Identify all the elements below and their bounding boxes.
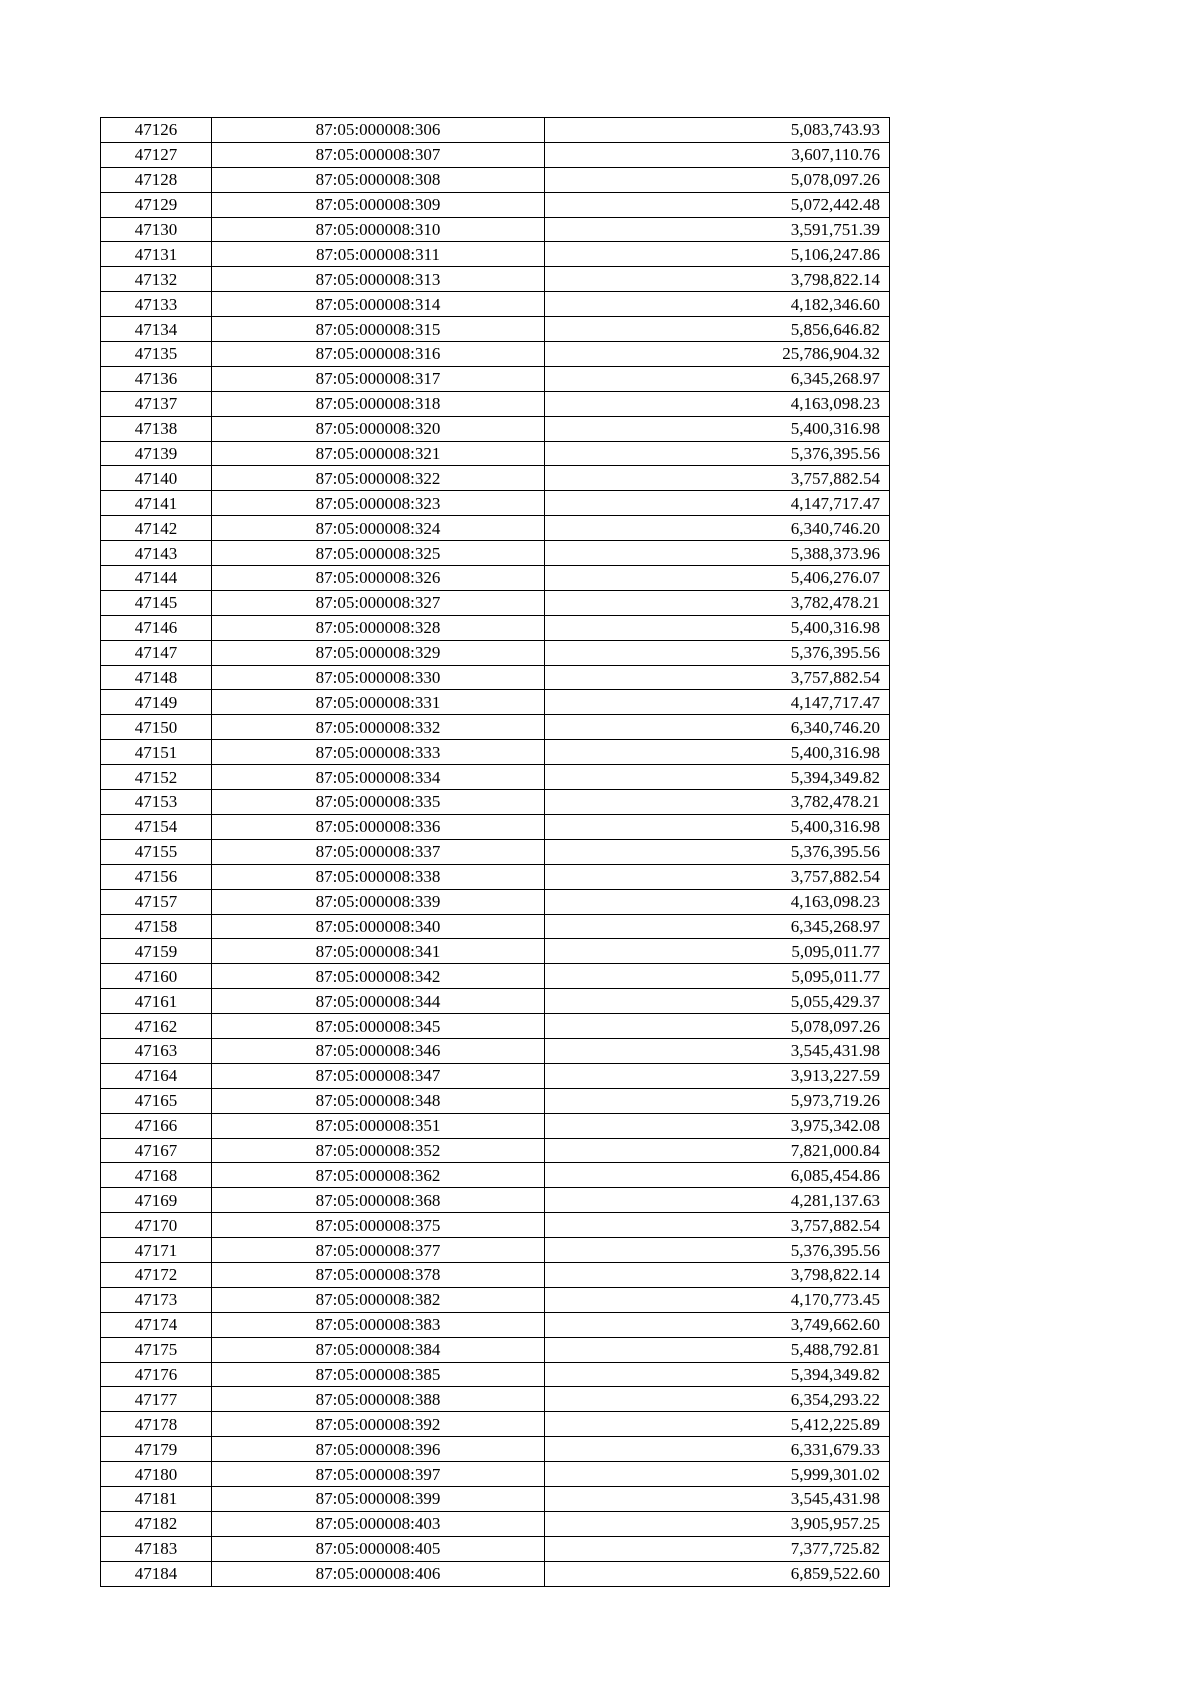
row-number-cell: 47157 bbox=[101, 889, 212, 914]
row-number-cell: 47140 bbox=[101, 466, 212, 491]
cadastral-number-cell: 87:05:000008:384 bbox=[212, 1337, 545, 1362]
cadastral-number-cell: 87:05:000008:320 bbox=[212, 416, 545, 441]
cadastral-number-cell: 87:05:000008:362 bbox=[212, 1163, 545, 1188]
table-row bbox=[101, 964, 890, 989]
table-row bbox=[101, 416, 890, 441]
cadastral-number-cell: 87:05:000008:403 bbox=[212, 1511, 545, 1536]
row-number-cell: 47162 bbox=[101, 1014, 212, 1039]
cadastral-number-cell: 87:05:000008:337 bbox=[212, 839, 545, 864]
table-row bbox=[101, 466, 890, 491]
row-number-cell: 47166 bbox=[101, 1113, 212, 1138]
cadastral-number-cell: 87:05:000008:323 bbox=[212, 491, 545, 516]
table-row bbox=[101, 1188, 890, 1213]
row-number-cell: 47156 bbox=[101, 864, 212, 889]
row-number-cell: 47144 bbox=[101, 566, 212, 591]
table-row bbox=[101, 1262, 890, 1287]
value-cell: 5,078,097.26 bbox=[545, 1014, 890, 1039]
value-cell: 3,757,882.54 bbox=[545, 466, 890, 491]
row-number-cell: 47137 bbox=[101, 391, 212, 416]
cadastral-number-cell: 87:05:000008:325 bbox=[212, 541, 545, 566]
cadastral-number-cell: 87:05:000008:308 bbox=[212, 167, 545, 192]
table-row bbox=[101, 740, 890, 765]
value-cell: 5,400,316.98 bbox=[545, 615, 890, 640]
row-number-cell: 47163 bbox=[101, 1038, 212, 1063]
row-number-cell: 47126 bbox=[101, 118, 212, 143]
value-cell: 5,406,276.07 bbox=[545, 566, 890, 591]
cadastral-number-cell: 87:05:000008:307 bbox=[212, 142, 545, 167]
row-number-cell: 47184 bbox=[101, 1561, 212, 1586]
row-number-cell: 47154 bbox=[101, 814, 212, 839]
row-number-cell: 47183 bbox=[101, 1536, 212, 1561]
value-cell: 5,394,349.82 bbox=[545, 765, 890, 790]
row-number-cell: 47161 bbox=[101, 989, 212, 1014]
table-row bbox=[101, 541, 890, 566]
row-number-cell: 47170 bbox=[101, 1213, 212, 1238]
cadastral-number-cell: 87:05:000008:322 bbox=[212, 466, 545, 491]
cadastral-number-cell: 87:05:000008:311 bbox=[212, 242, 545, 267]
value-cell: 6,340,746.20 bbox=[545, 516, 890, 541]
table-row bbox=[101, 790, 890, 815]
value-cell: 5,400,316.98 bbox=[545, 416, 890, 441]
table-row bbox=[101, 516, 890, 541]
table-row bbox=[101, 118, 890, 143]
cadastral-number-cell: 87:05:000008:340 bbox=[212, 914, 545, 939]
row-number-cell: 47151 bbox=[101, 740, 212, 765]
row-number-cell: 47128 bbox=[101, 167, 212, 192]
cadastral-number-cell: 87:05:000008:321 bbox=[212, 441, 545, 466]
row-number-cell: 47135 bbox=[101, 342, 212, 367]
table-row bbox=[101, 342, 890, 367]
cadastral-number-cell: 87:05:000008:348 bbox=[212, 1088, 545, 1113]
value-cell: 3,782,478.21 bbox=[545, 790, 890, 815]
row-number-cell: 47147 bbox=[101, 640, 212, 665]
table-row bbox=[101, 292, 890, 317]
row-number-cell: 47145 bbox=[101, 590, 212, 615]
table-row bbox=[101, 839, 890, 864]
cadastral-number-cell: 87:05:000008:324 bbox=[212, 516, 545, 541]
value-cell: 4,163,098.23 bbox=[545, 391, 890, 416]
value-cell: 5,412,225.89 bbox=[545, 1412, 890, 1437]
row-number-cell: 47177 bbox=[101, 1387, 212, 1412]
value-cell: 3,545,431.98 bbox=[545, 1038, 890, 1063]
row-number-cell: 47148 bbox=[101, 665, 212, 690]
table-row bbox=[101, 690, 890, 715]
cadastral-number-cell: 87:05:000008:377 bbox=[212, 1238, 545, 1263]
value-cell: 3,798,822.14 bbox=[545, 267, 890, 292]
table-row bbox=[101, 864, 890, 889]
table-row bbox=[101, 1287, 890, 1312]
row-number-cell: 47181 bbox=[101, 1486, 212, 1511]
value-cell: 4,281,137.63 bbox=[545, 1188, 890, 1213]
row-number-cell: 47172 bbox=[101, 1262, 212, 1287]
cadastral-number-cell: 87:05:000008:342 bbox=[212, 964, 545, 989]
table-row bbox=[101, 441, 890, 466]
table-row bbox=[101, 1113, 890, 1138]
cadastral-number-cell: 87:05:000008:341 bbox=[212, 939, 545, 964]
table-row bbox=[101, 1014, 890, 1039]
table-row bbox=[101, 491, 890, 516]
row-number-cell: 47131 bbox=[101, 242, 212, 267]
cadastral-number-cell: 87:05:000008:336 bbox=[212, 814, 545, 839]
table-row bbox=[101, 1312, 890, 1337]
value-cell: 3,975,342.08 bbox=[545, 1113, 890, 1138]
value-cell: 6,340,746.20 bbox=[545, 715, 890, 740]
row-number-cell: 47129 bbox=[101, 192, 212, 217]
value-cell: 5,095,011.77 bbox=[545, 939, 890, 964]
cadastral-number-cell: 87:05:000008:392 bbox=[212, 1412, 545, 1437]
value-cell: 6,345,268.97 bbox=[545, 366, 890, 391]
value-cell: 5,376,395.56 bbox=[545, 441, 890, 466]
table-row bbox=[101, 1163, 890, 1188]
cadastral-number-cell: 87:05:000008:310 bbox=[212, 217, 545, 242]
row-number-cell: 47168 bbox=[101, 1163, 212, 1188]
row-number-cell: 47158 bbox=[101, 914, 212, 939]
table-row bbox=[101, 1462, 890, 1487]
value-cell: 6,354,293.22 bbox=[545, 1387, 890, 1412]
table-row bbox=[101, 366, 890, 391]
value-cell: 5,078,097.26 bbox=[545, 167, 890, 192]
table-row bbox=[101, 590, 890, 615]
value-cell: 3,798,822.14 bbox=[545, 1262, 890, 1287]
row-number-cell: 47176 bbox=[101, 1362, 212, 1387]
cadastral-number-cell: 87:05:000008:313 bbox=[212, 267, 545, 292]
row-number-cell: 47130 bbox=[101, 217, 212, 242]
table-row bbox=[101, 1511, 890, 1536]
value-cell: 3,782,478.21 bbox=[545, 590, 890, 615]
row-number-cell: 47138 bbox=[101, 416, 212, 441]
table-row bbox=[101, 1561, 890, 1586]
value-cell: 6,331,679.33 bbox=[545, 1437, 890, 1462]
cadastral-number-cell: 87:05:000008:318 bbox=[212, 391, 545, 416]
value-cell: 5,856,646.82 bbox=[545, 317, 890, 342]
value-cell: 5,488,792.81 bbox=[545, 1337, 890, 1362]
cadastral-number-cell: 87:05:000008:346 bbox=[212, 1038, 545, 1063]
table-row bbox=[101, 1238, 890, 1263]
value-cell: 3,749,662.60 bbox=[545, 1312, 890, 1337]
table-row bbox=[101, 142, 890, 167]
cadastral-number-cell: 87:05:000008:326 bbox=[212, 566, 545, 591]
value-cell: 5,400,316.98 bbox=[545, 814, 890, 839]
row-number-cell: 47165 bbox=[101, 1088, 212, 1113]
value-cell: 5,388,373.96 bbox=[545, 541, 890, 566]
table-row bbox=[101, 1536, 890, 1561]
value-cell: 3,757,882.54 bbox=[545, 864, 890, 889]
table-row bbox=[101, 715, 890, 740]
cadastral-number-cell: 87:05:000008:396 bbox=[212, 1437, 545, 1462]
cadastral-number-cell: 87:05:000008:397 bbox=[212, 1462, 545, 1487]
cadastral-number-cell: 87:05:000008:333 bbox=[212, 740, 545, 765]
row-number-cell: 47173 bbox=[101, 1287, 212, 1312]
row-number-cell: 47155 bbox=[101, 839, 212, 864]
row-number-cell: 47175 bbox=[101, 1337, 212, 1362]
value-cell: 6,085,454.86 bbox=[545, 1163, 890, 1188]
table-row bbox=[101, 242, 890, 267]
table-row bbox=[101, 1486, 890, 1511]
row-number-cell: 47169 bbox=[101, 1188, 212, 1213]
row-number-cell: 47143 bbox=[101, 541, 212, 566]
value-cell: 5,394,349.82 bbox=[545, 1362, 890, 1387]
cadastral-number-cell: 87:05:000008:399 bbox=[212, 1486, 545, 1511]
value-cell: 4,182,346.60 bbox=[545, 292, 890, 317]
row-number-cell: 47160 bbox=[101, 964, 212, 989]
value-cell: 5,055,429.37 bbox=[545, 989, 890, 1014]
table-row bbox=[101, 989, 890, 1014]
value-cell: 3,591,751.39 bbox=[545, 217, 890, 242]
table-row bbox=[101, 267, 890, 292]
table-row bbox=[101, 1138, 890, 1163]
row-number-cell: 47149 bbox=[101, 690, 212, 715]
cadastral-number-cell: 87:05:000008:382 bbox=[212, 1287, 545, 1312]
table-row bbox=[101, 192, 890, 217]
row-number-cell: 47136 bbox=[101, 366, 212, 391]
value-cell: 5,106,247.86 bbox=[545, 242, 890, 267]
table-row bbox=[101, 1362, 890, 1387]
value-cell: 5,376,395.56 bbox=[545, 1238, 890, 1263]
value-cell: 5,072,442.48 bbox=[545, 192, 890, 217]
cadastral-number-cell: 87:05:000008:385 bbox=[212, 1362, 545, 1387]
row-number-cell: 47133 bbox=[101, 292, 212, 317]
table-row bbox=[101, 640, 890, 665]
cadastral-number-cell: 87:05:000008:317 bbox=[212, 366, 545, 391]
row-number-cell: 47179 bbox=[101, 1437, 212, 1462]
cadastral-number-cell: 87:05:000008:331 bbox=[212, 690, 545, 715]
table-row bbox=[101, 1412, 890, 1437]
cadastral-number-cell: 87:05:000008:327 bbox=[212, 590, 545, 615]
value-cell: 4,147,717.47 bbox=[545, 690, 890, 715]
value-cell: 4,163,098.23 bbox=[545, 889, 890, 914]
table-row bbox=[101, 317, 890, 342]
row-number-cell: 47150 bbox=[101, 715, 212, 740]
cadastral-number-cell: 87:05:000008:309 bbox=[212, 192, 545, 217]
value-cell: 25,786,904.32 bbox=[545, 342, 890, 367]
table-row bbox=[101, 167, 890, 192]
value-cell: 5,095,011.77 bbox=[545, 964, 890, 989]
table-row bbox=[101, 1437, 890, 1462]
cadastral-number-cell: 87:05:000008:375 bbox=[212, 1213, 545, 1238]
row-number-cell: 47134 bbox=[101, 317, 212, 342]
cadastral-number-cell: 87:05:000008:383 bbox=[212, 1312, 545, 1337]
value-cell: 7,377,725.82 bbox=[545, 1536, 890, 1561]
cadastral-number-cell: 87:05:000008:338 bbox=[212, 864, 545, 889]
cadastral-number-cell: 87:05:000008:351 bbox=[212, 1113, 545, 1138]
row-number-cell: 47182 bbox=[101, 1511, 212, 1536]
value-cell: 3,607,110.76 bbox=[545, 142, 890, 167]
table-row bbox=[101, 914, 890, 939]
value-cell: 3,905,957.25 bbox=[545, 1511, 890, 1536]
table-row bbox=[101, 1213, 890, 1238]
row-number-cell: 47127 bbox=[101, 142, 212, 167]
row-number-cell: 47153 bbox=[101, 790, 212, 815]
value-cell: 6,859,522.60 bbox=[545, 1561, 890, 1586]
value-cell: 3,757,882.54 bbox=[545, 1213, 890, 1238]
cadastral-number-cell: 87:05:000008:334 bbox=[212, 765, 545, 790]
table-body bbox=[101, 118, 890, 1587]
table-row bbox=[101, 615, 890, 640]
table-row bbox=[101, 566, 890, 591]
table-row bbox=[101, 939, 890, 964]
cadastral-number-cell: 87:05:000008:330 bbox=[212, 665, 545, 690]
cadastral-number-cell: 87:05:000008:352 bbox=[212, 1138, 545, 1163]
row-number-cell: 47171 bbox=[101, 1238, 212, 1263]
value-cell: 5,973,719.26 bbox=[545, 1088, 890, 1113]
row-number-cell: 47167 bbox=[101, 1138, 212, 1163]
value-cell: 6,345,268.97 bbox=[545, 914, 890, 939]
row-number-cell: 47139 bbox=[101, 441, 212, 466]
row-number-cell: 47174 bbox=[101, 1312, 212, 1337]
cadastral-number-cell: 87:05:000008:316 bbox=[212, 342, 545, 367]
value-cell: 5,376,395.56 bbox=[545, 640, 890, 665]
row-number-cell: 47142 bbox=[101, 516, 212, 541]
row-number-cell: 47178 bbox=[101, 1412, 212, 1437]
table-row bbox=[101, 765, 890, 790]
table-row bbox=[101, 217, 890, 242]
cadastral-number-cell: 87:05:000008:378 bbox=[212, 1262, 545, 1287]
cadastral-number-cell: 87:05:000008:347 bbox=[212, 1063, 545, 1088]
value-cell: 5,400,316.98 bbox=[545, 740, 890, 765]
table-row bbox=[101, 1387, 890, 1412]
cadastral-number-cell: 87:05:000008:339 bbox=[212, 889, 545, 914]
value-cell: 5,083,743.93 bbox=[545, 118, 890, 143]
cadastral-number-cell: 87:05:000008:344 bbox=[212, 989, 545, 1014]
row-number-cell: 47146 bbox=[101, 615, 212, 640]
value-cell: 3,757,882.54 bbox=[545, 665, 890, 690]
cadastral-number-cell: 87:05:000008:306 bbox=[212, 118, 545, 143]
cadastral-number-cell: 87:05:000008:405 bbox=[212, 1536, 545, 1561]
cadastral-number-cell: 87:05:000008:388 bbox=[212, 1387, 545, 1412]
row-number-cell: 47180 bbox=[101, 1462, 212, 1487]
row-number-cell: 47159 bbox=[101, 939, 212, 964]
row-number-cell: 47141 bbox=[101, 491, 212, 516]
table-row bbox=[101, 1088, 890, 1113]
row-number-cell: 47132 bbox=[101, 267, 212, 292]
table-row bbox=[101, 665, 890, 690]
cadastral-number-cell: 87:05:000008:315 bbox=[212, 317, 545, 342]
cadastral-number-cell: 87:05:000008:329 bbox=[212, 640, 545, 665]
value-cell: 4,170,773.45 bbox=[545, 1287, 890, 1312]
value-cell: 3,913,227.59 bbox=[545, 1063, 890, 1088]
data-table bbox=[100, 117, 890, 1587]
value-cell: 3,545,431.98 bbox=[545, 1486, 890, 1511]
table-row bbox=[101, 889, 890, 914]
value-cell: 4,147,717.47 bbox=[545, 491, 890, 516]
value-cell: 5,999,301.02 bbox=[545, 1462, 890, 1487]
cadastral-number-cell: 87:05:000008:314 bbox=[212, 292, 545, 317]
value-cell: 5,376,395.56 bbox=[545, 839, 890, 864]
cadastral-number-cell: 87:05:000008:368 bbox=[212, 1188, 545, 1213]
table-row bbox=[101, 1038, 890, 1063]
table-row bbox=[101, 1337, 890, 1362]
cadastral-number-cell: 87:05:000008:345 bbox=[212, 1014, 545, 1039]
table-row bbox=[101, 391, 890, 416]
table-row bbox=[101, 1063, 890, 1088]
row-number-cell: 47164 bbox=[101, 1063, 212, 1088]
cadastral-number-cell: 87:05:000008:335 bbox=[212, 790, 545, 815]
cadastral-number-cell: 87:05:000008:332 bbox=[212, 715, 545, 740]
table-row bbox=[101, 814, 890, 839]
cadastral-number-cell: 87:05:000008:406 bbox=[212, 1561, 545, 1586]
row-number-cell: 47152 bbox=[101, 765, 212, 790]
value-cell: 7,821,000.84 bbox=[545, 1138, 890, 1163]
cadastral-number-cell: 87:05:000008:328 bbox=[212, 615, 545, 640]
